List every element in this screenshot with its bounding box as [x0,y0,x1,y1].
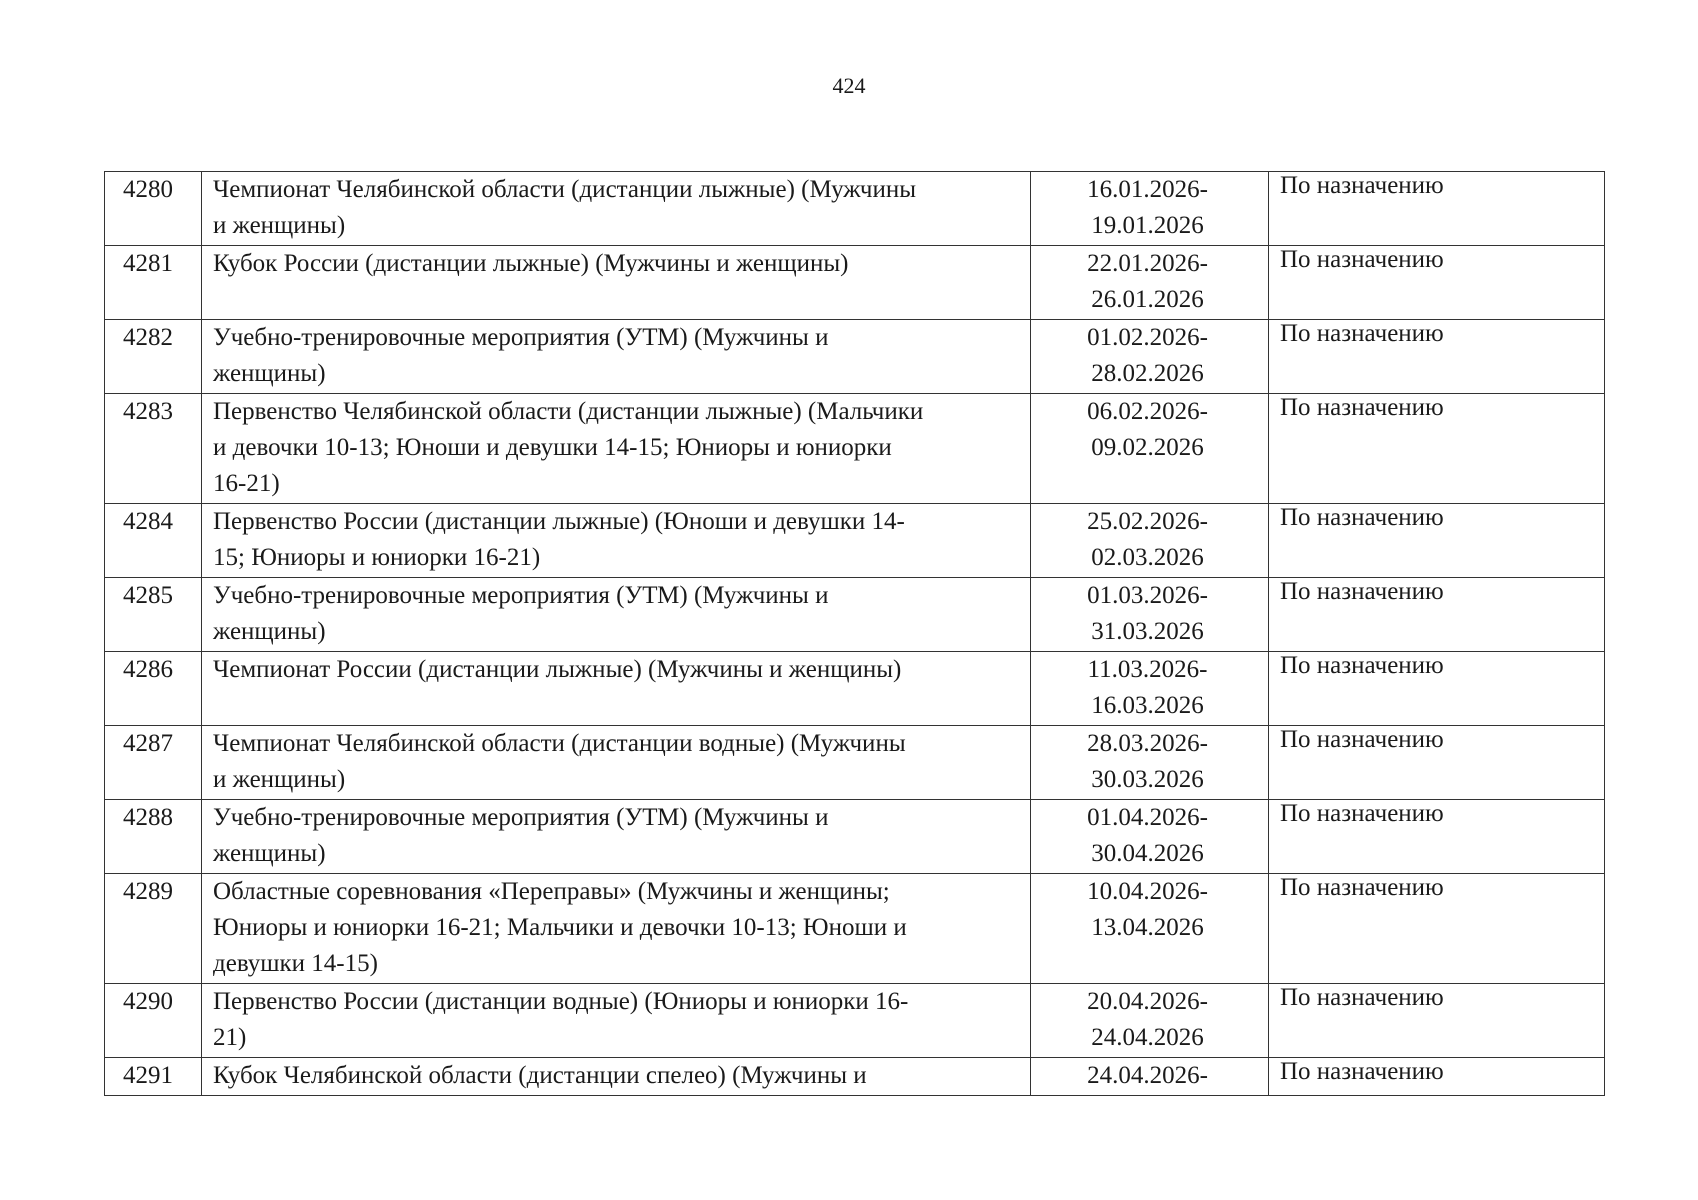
event-dates [1031,800,1269,874]
event-name-line: 16-21) [213,470,280,497]
place-text: По назначению [1280,578,1444,605]
event-place [1269,652,1605,726]
event-place [1269,172,1605,246]
row-number: 4283 [105,394,202,504]
event-dates [1031,172,1269,246]
row-number: 4289 [105,874,202,984]
date-end: 26.01.2026 [1091,286,1204,313]
row-number: 4286 [105,652,202,726]
event-name [202,874,1031,984]
event-name-line: женщины) [213,618,326,645]
table-row [105,874,1605,984]
event-dates [1031,1058,1269,1096]
event-dates [1031,652,1269,726]
event-place [1269,504,1605,578]
date-start: 22.01.2026- [1087,250,1208,277]
row-number: 4280 [105,172,202,246]
event-place [1269,246,1605,320]
event-name [202,726,1031,800]
event-name [202,394,1031,504]
date-start: 16.01.2026- [1087,176,1208,203]
event-name-line: женщины) [213,840,326,867]
date-end: 31.03.2026 [1091,618,1204,645]
row-number: 4287 [105,726,202,800]
place-text: По назначению [1280,172,1444,199]
date-start: 01.02.2026- [1087,324,1208,351]
row-number: 4291 [105,1058,202,1096]
event-name-line: женщины) [213,360,326,387]
table-row [105,246,1605,320]
event-dates [1031,320,1269,394]
date-end: 30.03.2026 [1091,766,1204,793]
table-row [105,578,1605,652]
event-name [202,320,1031,394]
table-row [105,394,1605,504]
date-start: 01.04.2026- [1087,804,1208,831]
event-name-line: Первенство России (дистанции лыжные) (Юноши и девушки 14- [213,508,905,535]
event-place [1269,1058,1605,1096]
table-row [105,172,1605,246]
event-dates [1031,504,1269,578]
event-name [202,504,1031,578]
event-name-line: и девочки 10-13; Юноши и девушки 14-15; Юниоры и юниорки [213,434,892,461]
event-name [202,578,1031,652]
event-name-line: Юниоры и юниорки 16-21; Мальчики и девочки 10-13; Юноши и [213,914,907,941]
row-number: 4290 [105,984,202,1058]
event-name-line: и женщины) [213,212,346,239]
event-name-line: Кубок России (дистанции лыжные) (Мужчины и женщины) [213,250,849,277]
event-dates [1031,246,1269,320]
event-name-line: Первенство Челябинской области (дистанции лыжные) (Мальчики [213,398,924,425]
row-number: 4281 [105,246,202,320]
event-name [202,800,1031,874]
place-text: По назначению [1280,652,1444,679]
event-place [1269,394,1605,504]
event-name [202,246,1031,320]
page-number: 424 [832,73,866,98]
event-name-line: 21) [213,1024,247,1051]
place-text: По назначению [1280,504,1444,531]
table-row [105,984,1605,1058]
date-start: 28.03.2026- [1087,730,1208,757]
place-text: По назначению [1280,874,1444,901]
place-text: По назначению [1280,320,1444,347]
table-row [105,800,1605,874]
event-name-line: Кубок Челябинской области (дистанции спелео) (Мужчины и [213,1062,867,1089]
event-place [1269,320,1605,394]
place-text: По назначению [1280,726,1444,753]
events-table [104,171,1605,1096]
event-name-line: Чемпионат Челябинской области (дистанции лыжные) (Мужчины [213,176,917,203]
event-name-line: 15; Юниоры и юниорки 16-21) [213,544,541,571]
event-place [1269,726,1605,800]
row-number: 4288 [105,800,202,874]
date-end: 30.04.2026 [1091,840,1204,867]
event-name-line: Учебно-тренировочные мероприятия (УТМ) (Мужчины и [213,324,829,351]
date-end: 13.04.2026 [1091,914,1204,941]
date-end: 19.01.2026 [1091,212,1204,239]
event-place [1269,578,1605,652]
date-start: 20.04.2026- [1087,988,1208,1015]
date-start: 11.03.2026- [1087,656,1208,683]
event-name [202,652,1031,726]
event-name [202,1058,1031,1096]
date-start: 06.02.2026- [1087,398,1208,425]
place-text: По назначению [1280,800,1444,827]
event-name [202,172,1031,246]
event-name-line: Чемпионат России (дистанции лыжные) (Мужчины и женщины) [213,656,902,683]
table-row [105,652,1605,726]
event-dates [1031,874,1269,984]
table-row [105,320,1605,394]
event-name-line: девушки 14-15) [213,950,378,977]
place-text: По назначению [1280,394,1444,421]
date-end: 28.02.2026 [1091,360,1204,387]
date-end: 02.03.2026 [1091,544,1204,571]
event-name-line: Учебно-тренировочные мероприятия (УТМ) (Мужчины и [213,582,829,609]
row-number: 4282 [105,320,202,394]
event-name-line: Первенство России (дистанции водные) (Юниоры и юниорки 16- [213,988,909,1015]
date-end: 16.03.2026 [1091,692,1204,719]
table-row [105,1058,1605,1096]
row-number: 4285 [105,578,202,652]
date-start: 25.02.2026- [1087,508,1208,535]
date-start: 01.03.2026- [1087,582,1208,609]
event-dates [1031,726,1269,800]
event-name-line: и женщины) [213,766,346,793]
place-text: По назначению [1280,246,1444,273]
event-dates [1031,984,1269,1058]
event-dates [1031,578,1269,652]
event-name-line: Учебно-тренировочные мероприятия (УТМ) (Мужчины и [213,804,829,831]
event-place [1269,874,1605,984]
row-number: 4284 [105,504,202,578]
place-text: По назначению [1280,984,1444,1011]
event-name [202,984,1031,1058]
event-name-line: Чемпионат Челябинской области (дистанции водные) (Мужчины [213,730,906,757]
date-start: 10.04.2026- [1087,878,1208,905]
date-start: 24.04.2026- [1087,1062,1208,1089]
table-row [105,726,1605,800]
date-end: 09.02.2026 [1091,434,1204,461]
event-place [1269,800,1605,874]
table-row [105,504,1605,578]
event-name-line: Областные соревнования «Переправы» (Мужчины и женщины; [213,878,890,905]
event-place [1269,984,1605,1058]
place-text: По назначению [1280,1058,1444,1085]
event-dates [1031,394,1269,504]
date-end: 24.04.2026 [1091,1024,1204,1051]
